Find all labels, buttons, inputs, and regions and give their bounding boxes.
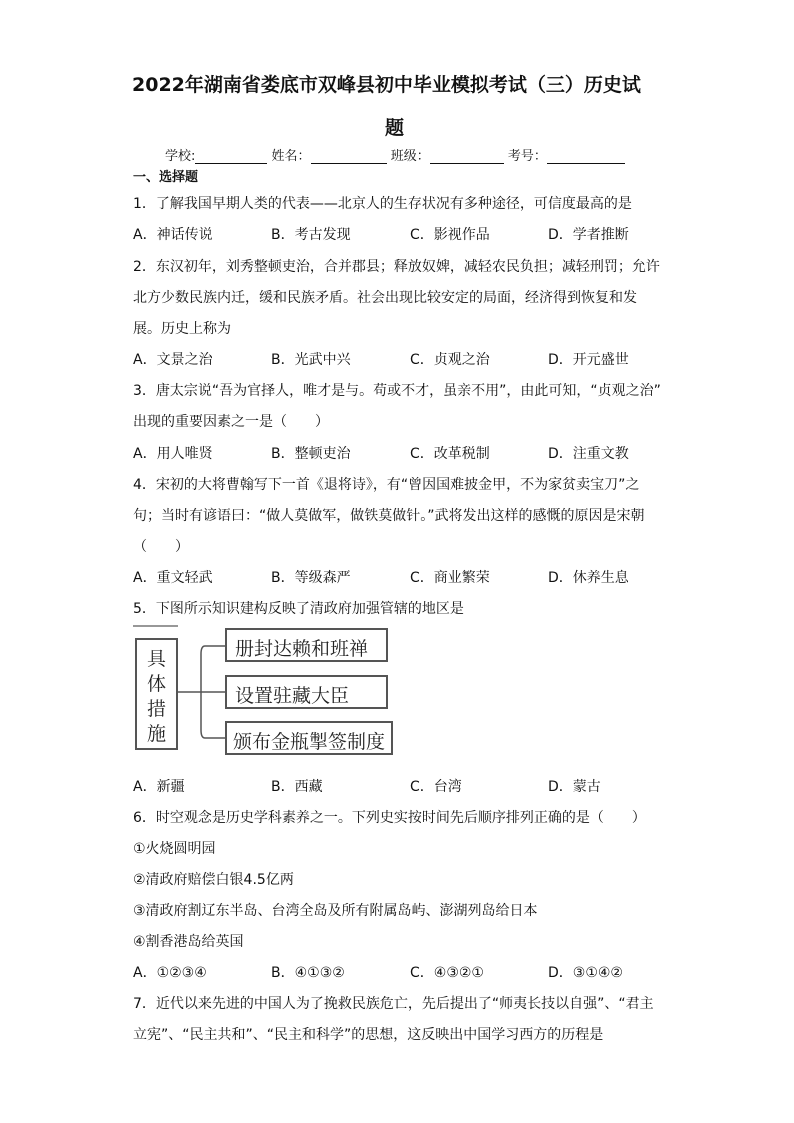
- id-field[interactable]: [547, 149, 625, 164]
- q1-option-d[interactable]: D．学者推断: [548, 227, 629, 243]
- question-2-line-2: 北方少数民族内迁，缓和民族矛盾。社会出现比较安定的局面，经济得到恢复和发: [133, 290, 637, 306]
- class-field[interactable]: [430, 149, 504, 164]
- diagram-item-box-1: [225, 628, 388, 662]
- knowledge-diagram: [133, 624, 393, 760]
- q6-option-a[interactable]: A．①②③④: [133, 965, 207, 981]
- section-heading: 一、选择题: [133, 170, 199, 185]
- diagram-item-2: 设置驻藏大臣: [235, 685, 350, 707]
- question-3-line-2: 出现的重要因素之一是（ ）: [133, 414, 329, 430]
- class-label: 班级：: [390, 149, 430, 164]
- question-7-line-1: 7．近代以来先进的中国人为了挽救民族危亡，先后提出了“师夷长技以自强”、“君主: [133, 996, 654, 1012]
- q1-option-a[interactable]: A．神话传说: [133, 227, 213, 243]
- question-6: 6．时空观念是历史学科素养之一。下列史实按时间先后顺序排列正确的是（ ）: [133, 810, 646, 826]
- name-label: 姓名：: [271, 149, 311, 164]
- diagram-item-box-3: [225, 721, 393, 755]
- question-2-line-1: 2．东汉初年，刘秀整顿吏治，合并郡县；释放奴婢，减轻农民负担；减轻刑罚；允许: [133, 259, 660, 275]
- question-1: 1．了解我国早期人类的代表——北京人的生存状况有多种途径，可信度最高的是: [133, 196, 632, 212]
- diagram-item-box-2: [225, 675, 388, 709]
- question-2-line-3: 展。历史上称为: [133, 321, 231, 337]
- diagram-left-char-4: 施: [147, 723, 167, 745]
- page-title-continued: 题: [385, 117, 405, 139]
- q5-option-b[interactable]: B．西藏: [271, 779, 323, 795]
- id-label: 考号：: [507, 149, 547, 164]
- q6-option-c[interactable]: C．④③②①: [410, 965, 484, 981]
- q6-item-4: ④割香港岛给英国: [133, 934, 244, 950]
- q6-item-2: ②清政府赔偿白银4.5亿两: [133, 872, 294, 888]
- question-4-line-1: 4．宋初的大将曹翰写下一首《退将诗》，有“曾因国难披金甲，不为家贫卖宝刀”之: [133, 477, 640, 493]
- diagram-item-3: 颁布金瓶掣签制度: [233, 731, 386, 753]
- q2-option-b[interactable]: B．光武中兴: [271, 352, 351, 368]
- school-field[interactable]: [195, 149, 267, 164]
- q4-option-b[interactable]: B．等级森严: [271, 570, 351, 586]
- q1-option-b[interactable]: B．考古发现: [271, 227, 351, 243]
- q4-option-c[interactable]: C．商业繁荣: [410, 570, 490, 586]
- q5-option-d[interactable]: D．蒙古: [548, 779, 601, 795]
- diagram-left-char-2: 体: [147, 673, 167, 695]
- question-4-line-2: 句；当时有谚语曰：“做人莫做军，做铁莫做针。”武将发出这样的感慨的原因是宋朝: [133, 508, 645, 524]
- q1-option-c[interactable]: C．影视作品: [410, 227, 490, 243]
- q2-option-c[interactable]: C．贞观之治: [410, 352, 490, 368]
- diagram-left-char-3: 措: [147, 698, 167, 720]
- q6-option-d[interactable]: D．③①④②: [548, 965, 623, 981]
- q3-option-d[interactable]: D．注重文教: [548, 446, 629, 462]
- q6-option-b[interactable]: B．④①③②: [271, 965, 345, 981]
- q2-option-d[interactable]: D．开元盛世: [548, 352, 629, 368]
- diagram-item-1: 册封达赖和班禅: [235, 638, 369, 660]
- page-title: 2022年湖南省娄底市双峰县初中毕业模拟考试（三）历史试: [132, 74, 641, 96]
- question-5: 5．下图所示知识建构反映了清政府加强管辖的地区是: [133, 601, 464, 617]
- q3-option-c[interactable]: C．改革税制: [410, 446, 490, 462]
- name-field[interactable]: [311, 149, 387, 164]
- question-7-line-2: 立宪”、“民主共和”、“民主和科学”的思想，这反映出中国学习西方的历程是: [133, 1027, 604, 1043]
- q3-option-b[interactable]: B．整顿吏治: [271, 446, 351, 462]
- q5-option-a[interactable]: A．新疆: [133, 779, 185, 795]
- diagram-left-box: [135, 638, 178, 750]
- q3-option-a[interactable]: A．用人唯贤: [133, 446, 213, 462]
- question-4-line-3: （ ）: [133, 539, 189, 555]
- q6-item-3: ③清政府割辽东半岛、台湾全岛及所有附属岛屿、澎湖列岛给日本: [133, 903, 538, 919]
- question-3-line-1: 3．唐太宗说“吾为官择人，唯才是与。苟或不才，虽亲不用”，由此可知，“贞观之治”: [133, 383, 661, 399]
- q4-option-a[interactable]: A．重文轻武: [133, 570, 213, 586]
- student-info-line: [165, 145, 625, 164]
- diagram-left-char-1: 具: [147, 648, 167, 670]
- q5-option-c[interactable]: C．台湾: [410, 779, 462, 795]
- q4-option-d[interactable]: D．休养生息: [548, 570, 629, 586]
- school-label: 学校:: [165, 149, 196, 164]
- q6-item-1: ①火烧圆明园: [133, 841, 216, 857]
- q2-option-a[interactable]: A．文景之治: [133, 352, 213, 368]
